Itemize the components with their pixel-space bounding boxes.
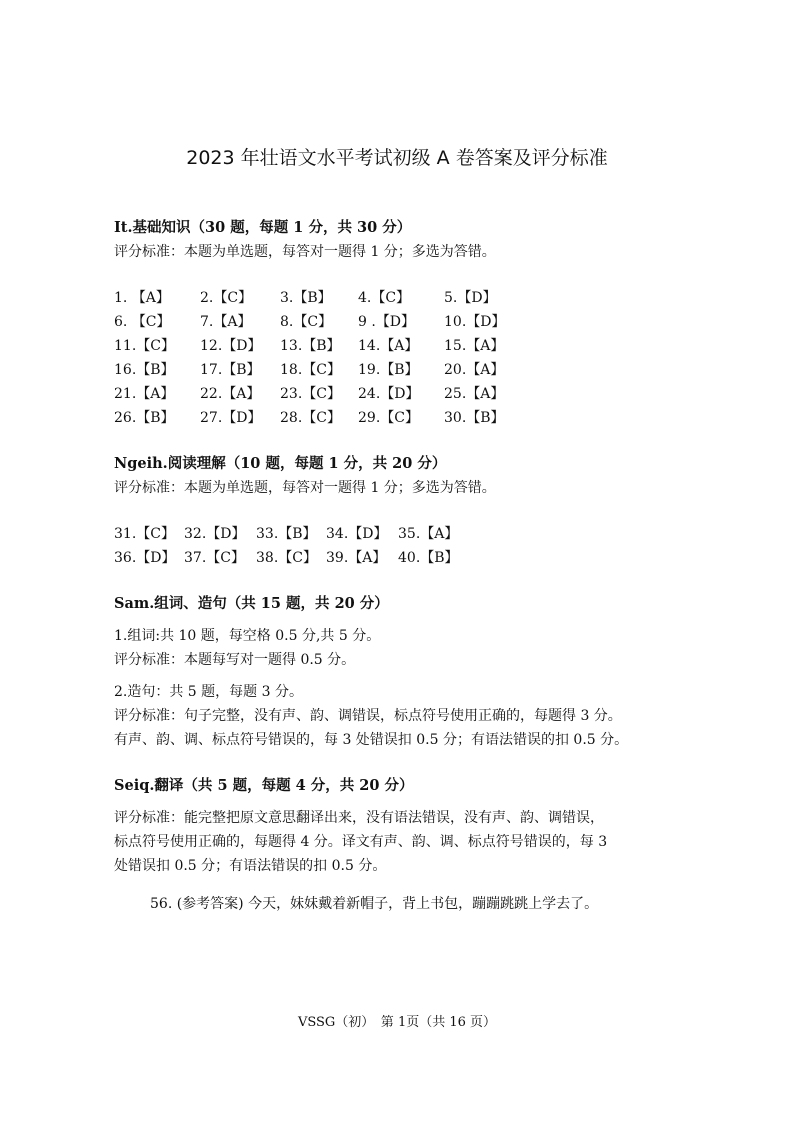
section4-reference-answer: 56. (参考答案) 今天，妹妹戴着新帽子，背上书包，蹦蹦跳跳上学去了。	[150, 896, 599, 912]
answer-item: 17.【B】	[200, 362, 261, 378]
answer-item: 40.【B】	[398, 550, 459, 566]
answer-item: 27.【D】	[200, 410, 262, 426]
answer-item: 12.【D】	[200, 338, 262, 354]
section1-answer-grid	[114, 286, 694, 430]
section3-part2-criteria-line2: 有声、韵、调、标点符号错误的，每 3 处错误扣 0.5 分；有语法错误的扣 0.5 分。	[114, 732, 629, 748]
section2-heading: Ngeih.阅读理解（10 题，每题 1 分，共 20 分）	[114, 455, 447, 472]
answer-item: 30.【B】	[444, 410, 505, 426]
answer-item: 8.【C】	[280, 314, 333, 330]
answer-item: 15.【A】	[444, 338, 505, 354]
section1-heading: It.基础知识（30 题，每题 1 分，共 30 分）	[114, 219, 412, 236]
answer-item: 33.【B】	[256, 526, 317, 542]
section3-part2: 2.造句：共 5 题，每题 3 分。	[114, 684, 303, 700]
answer-item: 7.【A】	[200, 314, 252, 330]
answer-item: 10.【D】	[444, 314, 506, 330]
section4-criteria-line3: 处错误扣 0.5 分；有语法错误的扣 0.5 分。	[114, 858, 387, 874]
answer-item: 13.【B】	[280, 338, 341, 354]
answer-item: 26.【B】	[114, 410, 175, 426]
section3-heading: Sam.组词、造句（共 15 题，共 20 分）	[114, 595, 389, 612]
answer-item: 31.【C】	[114, 526, 175, 542]
answer-item: 1. 【A】	[114, 290, 170, 306]
section4-criteria-line1: 评分标准：能完整把原文意思翻译出来，没有语法错误，没有声、韵、调错误，	[114, 810, 604, 826]
section4-heading: Seiq.翻译（共 5 题，每题 4 分，共 20 分）	[114, 777, 414, 794]
document-body	[114, 216, 694, 916]
section1-criteria: 评分标准：本题为单选题，每答对一题得 1 分；多选为答错。	[114, 244, 496, 260]
answer-item: 37.【C】	[184, 550, 245, 566]
answer-item: 22.【A】	[200, 386, 261, 402]
section3-part2-criteria-line1: 评分标准：句子完整，没有声、韵、调错误，标点符号使用正确的，每题得 3 分。	[114, 708, 622, 724]
answer-item: 39.【A】	[326, 550, 387, 566]
answer-item: 32.【D】	[184, 526, 246, 542]
answer-item: 19.【B】	[358, 362, 419, 378]
answer-item: 18.【C】	[280, 362, 341, 378]
answer-item: 36.【D】	[114, 550, 176, 566]
answer-item: 34.【D】	[326, 526, 388, 542]
answer-item: 11.【C】	[114, 338, 175, 354]
section2-criteria: 评分标准：本题为单选题，每答对一题得 1 分；多选为答错。	[114, 480, 496, 496]
answer-item: 4.【C】	[358, 290, 411, 306]
answer-item: 2.【C】	[200, 290, 253, 306]
answer-item: 16.【B】	[114, 362, 175, 378]
answer-item: 6. 【C】	[114, 314, 171, 330]
section2-answer-grid	[114, 522, 694, 570]
section3-part1: 1.组词:共 10 题，每空格 0.5 分,共 5 分。	[114, 628, 381, 644]
answer-item: 5.【D】	[444, 290, 497, 306]
answer-item: 38.【C】	[256, 550, 317, 566]
answer-item: 28.【C】	[280, 410, 341, 426]
answer-item: 21.【A】	[114, 386, 175, 402]
answer-item: 29.【C】	[358, 410, 419, 426]
section4-criteria-line2: 标点符号使用正确的，每题得 4 分。译文有声、韵、调、标点符号错误的，每 3	[114, 834, 608, 850]
section3-part1-criteria: 评分标准：本题每写对一题得 0.5 分。	[114, 652, 356, 668]
answer-item: 25.【A】	[444, 386, 505, 402]
answer-item: 23.【C】	[280, 386, 341, 402]
page-footer: VSSG（初） 第 1页（共 16 页）	[297, 1015, 497, 1030]
answer-item: 24.【D】	[358, 386, 420, 402]
answer-item: 14.【A】	[358, 338, 419, 354]
answer-item: 35.【A】	[398, 526, 459, 542]
answer-item: 3.【B】	[280, 290, 332, 306]
document-title: 2023 年壮语文水平考试初级 A 卷答案及评分标准	[186, 147, 608, 169]
answer-item: 9 .【D】	[358, 314, 416, 330]
answer-item: 20.【A】	[444, 362, 505, 378]
